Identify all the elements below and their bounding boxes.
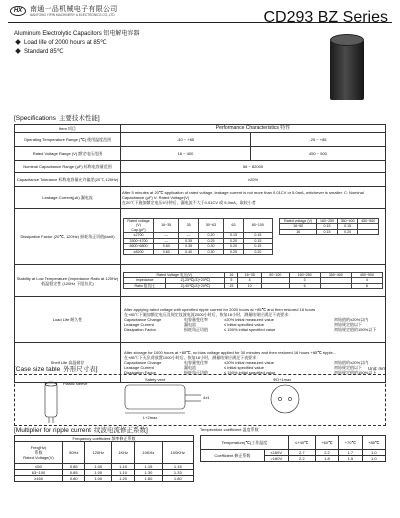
df-rv-label: Rated voltage (V) [280, 219, 317, 224]
freq-value: 1.30 [135, 470, 162, 476]
value-cell: 450 ~ 500 [250, 147, 385, 161]
coef-label: 系数 [34, 450, 43, 455]
coef-main-label: Coefficient 修正系数 [201, 450, 265, 462]
feature-bullet [14, 39, 139, 48]
df-value [358, 229, 379, 234]
df-cap: ≤2700 [124, 233, 154, 238]
col-header-item: Item 项目 [15, 125, 121, 133]
table-row [124, 283, 383, 288]
temp-row-label: >160V [264, 456, 288, 462]
freq-row-label: ≥160 [15, 476, 63, 482]
freq-value: 1.60 [135, 476, 162, 482]
shelf-intro-en: After storage for 1000 hours at +85℃, no bias voltage applied for 30 minutes and then restored 16 hours +85℃ ripple... [124, 350, 337, 355]
table-row [124, 249, 273, 254]
feature-bullet [14, 48, 139, 57]
df-value: 0.60 [154, 244, 179, 249]
product-type-en: Aluminum Electrolytic Capacitors [14, 31, 102, 37]
feature-text: Standard 85℃ [24, 49, 64, 55]
df-value: 0.20 [224, 244, 243, 249]
temp-value: 1.0 [362, 450, 385, 456]
temp-row-label: ≤160V [264, 450, 288, 456]
col-header-performance: Performance Characteristics 特性 [121, 125, 386, 133]
df-cap: ≥8200 [124, 249, 154, 254]
df-col-header: 35 [179, 219, 198, 233]
table-row [280, 229, 379, 234]
leakage-text-en: After 5 minutes at 20℃ application of rated voltage, leakage current is not more than 0.01CV or 5.0mA, whichever is smaller. C: Nominal Capacitance (μF) V: Rated Voltage(V) [122, 190, 364, 200]
load-intro-en: After applying rated voltage with specified ripple current for 2000 hours at +85℃ and then restored 16 hours [124, 307, 316, 312]
case-note: Plastic sleeve [63, 381, 88, 386]
capacitor-side-view [45, 382, 57, 423]
case-note: ΦD+1max [273, 377, 292, 382]
value-cell: -25 ~ +85 [250, 133, 385, 147]
list-item: Leakage Current 漏电流 ≤ initial specified value 初始规定值以下 [124, 365, 362, 370]
row-label: Rated Voltage Range (V) 额定电压范围 [15, 147, 121, 161]
row-label: Dissipation Factor (20℃, 120Hz) 损耗角正切值(tanδ) [15, 209, 121, 265]
leakage-text [121, 187, 386, 209]
freq-col-header: 100KHz [162, 442, 193, 464]
case-note: L+2max [143, 415, 158, 420]
df-value: 0.40 [179, 249, 198, 254]
load-life-cell [121, 297, 386, 343]
temp-label: Temperature(℃)工作温度 [201, 436, 289, 450]
stab-col-header: 160~250 [289, 272, 320, 277]
freq-value: 1.00 [85, 476, 112, 482]
header-divider [8, 22, 392, 23]
value-cell: -40 ~ +85 [121, 133, 251, 147]
stability-cell [121, 265, 386, 297]
section-title-zh: 外形尺寸表] [63, 366, 98, 373]
df-value: 0.15 [243, 238, 272, 243]
section-title-en: [Specifications [14, 115, 56, 122]
freq-row-label: ≤50 [15, 464, 63, 470]
df-row-label: 16 [280, 229, 317, 234]
stab-row-sub: Z(-25℃)/Z(+20℃) [166, 278, 225, 283]
stab-col-header: 50~100 [262, 272, 289, 277]
section-title-zh: 纹波电流修正系数] [93, 427, 148, 434]
temp-table-title: Temperature coefficient 温度系数 [200, 427, 259, 432]
freq-value: 0.80 [63, 476, 85, 482]
stab-value: 6 [289, 283, 320, 288]
rv-label: Rated Voltage(V) [23, 455, 54, 460]
df-value: 0.15 [317, 229, 338, 234]
df-value: 0.30 [198, 249, 223, 254]
temp-col-header: +70℃ [339, 436, 362, 450]
df-value: 0.35 [179, 238, 198, 243]
df-col-header: 350~400 [337, 219, 358, 224]
stab-value: 3 [289, 278, 320, 283]
df-value: 0.60 [154, 249, 179, 254]
stab-value: 15 [225, 283, 238, 288]
list-item: Capacitance Change 电容量变化率 ±20% initial measured value 初始值的±20%以内 [124, 360, 369, 365]
df-value: 0.15 [317, 224, 338, 229]
stab-value: 4 [351, 278, 382, 283]
case-size-title [14, 364, 98, 373]
df-value: 0.20 [337, 229, 358, 234]
df-cap: 5600~6800 [124, 244, 154, 249]
stab-rv-label: Rated Voltage 电压(V) [124, 272, 225, 277]
product-type-zh: 铝电解电容器 [103, 31, 140, 37]
freq-col-header: 10KHz [135, 442, 162, 464]
load-intro-zh: 在+85℃下施加额定电压及规定纹波电流2000小时后，恢复16小时，测量结果应满足下表要求： [124, 312, 293, 317]
freq-col-header: 50Hz [63, 442, 85, 464]
df-value: 0.20 [224, 238, 243, 243]
freq-value: 1.10 [111, 470, 134, 476]
df-value: 0.15 [224, 233, 243, 238]
df-value: 0.30 [198, 244, 223, 249]
temp-value: 1.5 [339, 456, 362, 462]
section-title-en: [Case size table [14, 366, 61, 373]
row-label: Leakage Current(μA) 漏电流 [15, 187, 121, 209]
stab-value: 10 [238, 283, 262, 288]
capacitor-top [330, 34, 364, 46]
freq-value: 1.15 [135, 464, 162, 470]
freq-value: 1.00 [85, 470, 112, 476]
temp-value: 1.7 [339, 450, 362, 456]
table-row [15, 476, 194, 482]
freq-value: 1.33 [162, 470, 193, 476]
df-corner [124, 219, 154, 233]
row-label: Nominal Capacitance Range (μF) 标称电容量范围 [15, 161, 121, 173]
case-note: 4±1 [203, 395, 210, 400]
df-value: — [179, 233, 198, 238]
freq-corner [15, 442, 63, 464]
feature-text: Load life of 2000 hours at 85℃ [24, 40, 107, 46]
case-size-drawing-area [14, 374, 386, 426]
capacitor-product-image [330, 34, 364, 100]
freq-value: 1.00 [85, 464, 112, 470]
df-value: 0.15 [243, 244, 272, 249]
unit-note: Unit: mm [368, 366, 386, 371]
df-value: 0.25 [198, 238, 223, 243]
specifications-title [14, 113, 100, 122]
series-title: CD293 BZ Series [263, 9, 388, 26]
value-cell: ±20% [121, 173, 386, 187]
row-label: Shelf Life 高温储存 [15, 343, 121, 383]
intro-block [14, 30, 139, 57]
temp-col-header: +85℃ [362, 436, 385, 450]
freq-hz-label: Freq(Hz) [30, 445, 47, 450]
df-table-right [279, 218, 379, 235]
stab-value: 4 [238, 278, 262, 283]
temp-value: 1.8 [315, 456, 338, 462]
stab-row-label: Impedance [124, 278, 166, 283]
stab-col-header: 450~500 [351, 272, 382, 277]
freq-value: 0.85 [63, 470, 85, 476]
df-value: 0.15 [337, 224, 358, 229]
capacitor-bottom-view [271, 385, 299, 413]
diamond-bullet-icon [15, 49, 21, 55]
stab-col-header: 350~400 [320, 272, 351, 277]
value-cell: 16 ~ 400 [121, 147, 251, 161]
case-note: Safety vent [145, 377, 166, 382]
leakage-text-zh: 在20℃下施加额定电压5分钟后，漏电流不大于0.01CV 或 5.0mA，取较小者 [122, 200, 256, 205]
capacitor-body [330, 40, 364, 100]
temp-value: 2.2 [315, 450, 338, 456]
df-col-header: 450~500 [358, 219, 379, 224]
df-value: 0.35 [179, 244, 198, 249]
freq-value: 0.85 [63, 464, 85, 470]
temp-col-header: +60℃ [315, 436, 338, 450]
df-value: — [154, 233, 179, 238]
shelf-intro-zh: 在+85℃下无负荷放置1000小时后，恢复16小时，测量结果应满足下表要求： [124, 355, 261, 360]
list-item: Capacitance Change 电容量变化率 ±20% initial measured value 初始值的±20%以内 [124, 317, 369, 322]
df-col-header: 50~63 [198, 219, 223, 233]
freq-row-label: 63~100 [15, 470, 63, 476]
df-value: 0.25 [224, 249, 243, 254]
df-col-header: 80~100 [243, 219, 272, 233]
freq-value: 1.10 [111, 464, 134, 470]
section-title-zh: 主要技术性能] [58, 115, 100, 122]
temp-col-header: ≤+40℃ [288, 436, 315, 450]
product-type [14, 30, 139, 39]
df-value: 0.20 [198, 233, 223, 238]
list-item: Dissipation Factor 损耗角正切值 ≤ 150% initial specified value 初始规定值的150%以下 [124, 370, 377, 375]
df-cap-label: Cap.(μF) [131, 227, 146, 232]
temp-value: 2.7 [288, 450, 315, 456]
capacitor-front-view [125, 385, 201, 413]
df-value: — [154, 238, 179, 243]
temp-value: 1.0 [362, 456, 385, 462]
df-col-header: 63 [224, 219, 243, 233]
freq-value: 1.20 [111, 476, 134, 482]
row-label: Capacitance Tolerance 标称电容量允许偏差(20℃,120Hz) [15, 173, 121, 187]
stab-row-sub: Z(-40℃)/Z(+20℃) [166, 283, 225, 288]
freq-value: 1.80 [162, 476, 193, 482]
value-cell: 56 ~ 82000 [121, 161, 386, 173]
list-item: Leakage Current 漏电流 ≤ initial specified value 初始规定值以下 [124, 322, 362, 327]
stability-table [123, 272, 383, 289]
df-value: 0.15 [243, 233, 272, 238]
stab-value: 8 [351, 283, 382, 288]
df-cap: 3300~4700 [124, 238, 154, 243]
df-col-header: 16~35 [154, 219, 179, 233]
stab-value [320, 283, 351, 288]
freq-col-header: 1KHz [111, 442, 134, 464]
list-item: Dissipation Factor 损耗角正切值 ≤ 150% initial specified value 初始规定值的150%以下 [124, 327, 377, 332]
df-rv-label: Rated voltage (V) [127, 219, 150, 228]
df-row-label: 16~50 [280, 224, 317, 229]
row-label: Stability at Low Temperature (Impedance Ratio at 120Hz) 低温稳定性 (120Hz 下阻抗比) [15, 265, 121, 297]
stab-col-header: 16~35 [238, 272, 262, 277]
row-label: Operating Temperature Range (℃) 使用温度范围 [15, 133, 121, 147]
company-name: 南通一品机械电子有限公司 [30, 6, 118, 13]
stab-value: 5 [225, 278, 238, 283]
freq-value: 1.15 [162, 464, 193, 470]
df-col-header: 160~250 [317, 219, 338, 224]
temperature-coefficient-table [200, 435, 386, 462]
freq-table-title: Frequency coefficient 频率修正系数 [15, 436, 194, 442]
diamond-bullet-icon [15, 40, 21, 46]
section-title-en: [Multiplier for ripple current [14, 427, 91, 434]
temp-value: 2.2 [288, 456, 315, 462]
stab-row-label: Ratio 阻抗比 [124, 283, 166, 288]
df-value: 0.20 [243, 249, 272, 254]
company-logo: HX [10, 6, 26, 16]
company-name-en: NANTONG YIPIN MACHINERY & ELECTRONICS CO.,LTD [30, 13, 115, 17]
stab-col-header: 16 [225, 272, 238, 277]
row-label: Load Life 耐久性 [15, 297, 121, 343]
ripple-title [14, 425, 148, 434]
stab-value [262, 283, 289, 288]
freq-col-header: 120Hz [85, 442, 112, 464]
dissipation-factor-cell [121, 209, 386, 265]
frequency-coefficient-table [14, 435, 194, 482]
specifications-table [14, 124, 386, 383]
df-table-left [123, 218, 273, 255]
